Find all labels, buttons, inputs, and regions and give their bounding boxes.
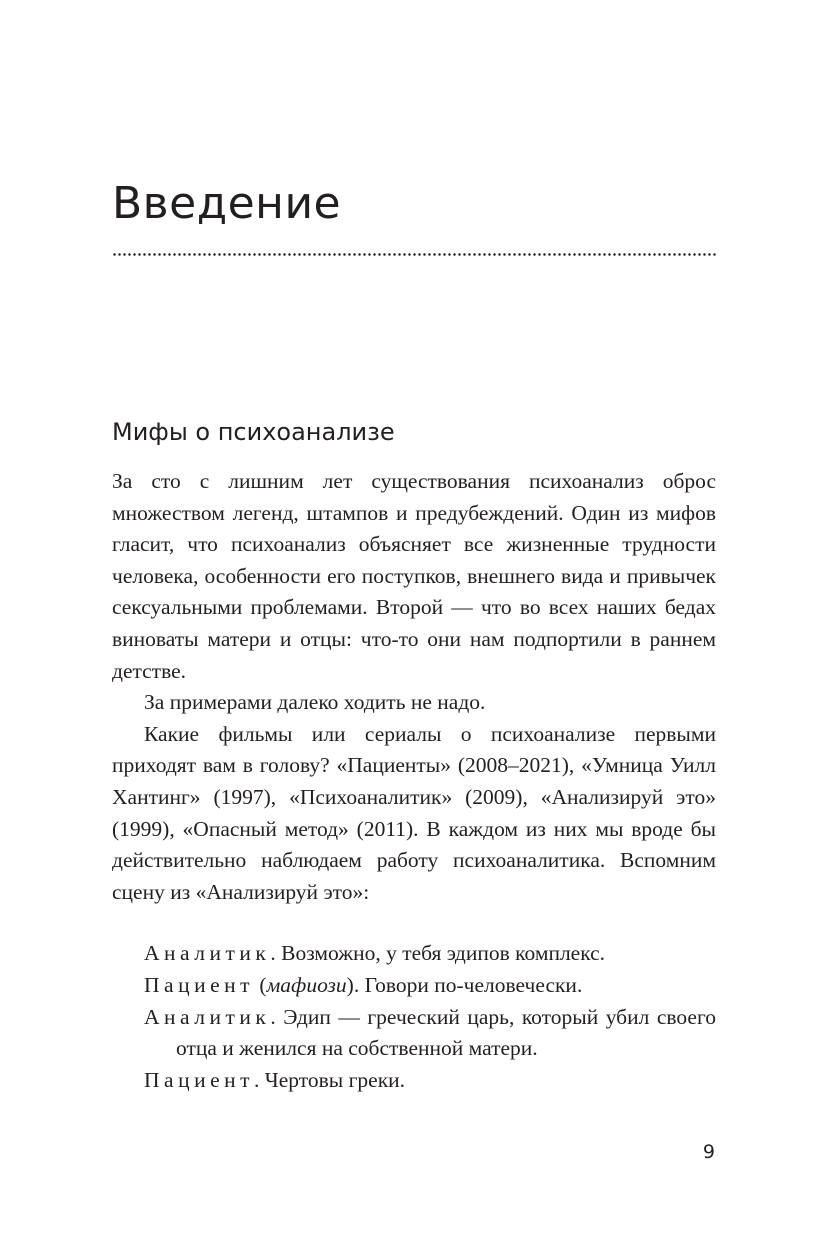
chapter-title: Введение	[112, 178, 342, 229]
speaker-name: Пациент	[144, 972, 255, 997]
dialogue-line: Пациент (мафиози). Говори по-человечески.	[144, 972, 583, 997]
paragraph: За сто с лишним лет существования психоанализ оброс множеством легенд, штампов и предубеждений. Один из мифов гласит, что психоанализ объясняет все жизненные трудности человека, особенности его поступков, внешнего вида и привычек сексуальными проблемами. Второй — что во всех наших бедах виноваты матери и отцы: что-то они нам подпортили в раннем детстве.	[112, 469, 716, 683]
speaker-punct: .	[270, 941, 276, 966]
dialogue-text: Эдип — греческий царь, который убил своего отца и женился на собственной матери.	[176, 1004, 716, 1061]
speaker-name: Пациент	[144, 1067, 255, 1092]
stage-note: мафиози	[266, 972, 347, 997]
note-close: ).	[346, 972, 360, 997]
speaker-name: Аналитик	[144, 1004, 271, 1029]
dialogue-text: Возможно, у тебя эдипов комплекс.	[275, 941, 606, 966]
dialogue-line	[112, 1065, 716, 1097]
paragraph: Какие фильмы или сериалы о психоанализе первыми приходят вам в голову? «Пациенты» (2008–2021), «Умница Уилл Хантинг» (1997), «Психоаналитик» (2009), «Анализируй это» (1999), «Опасный метод» (2011). В каждом из них мы вроде бы действительно наблюдаем работу психоаналитика. Вспомним сцену из «Анализируй это»:	[112, 721, 716, 904]
dialogue-line	[112, 1002, 716, 1065]
paragraph: За примерами далеко ходить не надо.	[144, 690, 486, 715]
dialogue-line	[112, 938, 716, 970]
dotted-divider	[112, 253, 716, 256]
body-text	[112, 466, 716, 1096]
page-number: 9	[702, 1141, 715, 1163]
speaker-punct: .	[270, 1004, 276, 1029]
speaker-punct: .	[254, 1067, 260, 1092]
dialogue-text: Говори по-человечески.	[359, 972, 583, 997]
dialogue-excerpt	[112, 938, 716, 1096]
dialogue-text: Чертовы греки.	[259, 1067, 406, 1092]
speaker-name: Аналитик	[144, 941, 271, 966]
section-title: Мифы о психоанализе	[112, 418, 395, 446]
